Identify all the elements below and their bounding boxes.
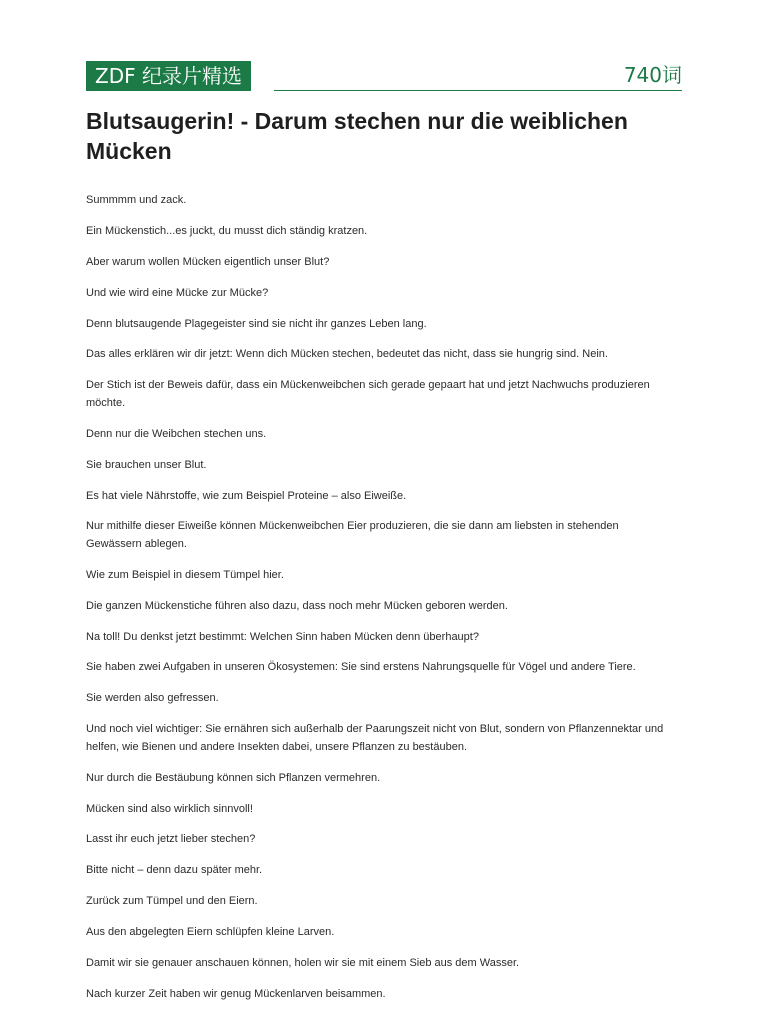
word-count: 740词: [623, 63, 682, 87]
transcript-line: Der Stich ist der Beweis dafür, dass ein Mückenweibchen sich gerade gepaart hat und jetzt Nachwuchs produzieren möchte.: [86, 379, 650, 409]
transcript-line: Aber warum wollen Mücken eigentlich unser Blut?: [86, 255, 330, 268]
transcript-line: Denn blutsaugende Plagegeister sind sie nicht ihr ganzes Leben lang.: [86, 317, 427, 330]
transcript-line: Nur mithilfe dieser Eiweiße können Mückenweibchen Eier produzieren, die sie dann am liebsten in stehenden Gewässern ablegen.: [86, 520, 619, 550]
transcript-line: Das alles erklären wir dir jetzt: Wenn dich Mücken stechen, bedeutet das nicht, dass sie hungrig sind. Nein.: [86, 348, 608, 361]
transcript-line: Ein Mückenstich...es juckt, du musst dich ständig kratzen.: [86, 224, 368, 237]
transcript-line: Lasst ihr euch jetzt lieber stechen?: [86, 833, 256, 846]
transcript-line: Sie brauchen unser Blut.: [86, 458, 207, 471]
transcript: [86, 192, 676, 1000]
transcript-line: Mücken sind also wirklich sinnvoll!: [86, 802, 253, 815]
transcript-line: Zurück zum Tümpel und den Eiern.: [86, 895, 258, 908]
transcript-line: Denn nur die Weibchen stechen uns.: [86, 427, 267, 440]
transcript-line: Summmm und zack.: [86, 194, 187, 206]
transcript-line: Nur durch die Bestäubung können sich Pflanzen vermehren.: [86, 771, 381, 784]
transcript-line: Die ganzen Mückenstiche führen also dazu, dass noch mehr Mücken geboren werden.: [86, 599, 508, 612]
transcript-line: Wie zum Beispiel in diesem Tümpel hier.: [86, 568, 284, 581]
transcript-line: Und wie wird eine Mücke zur Mücke?: [86, 286, 269, 299]
brand-badge: ZDF 纪录片精选: [86, 61, 251, 91]
transcript-line: Es hat viele Nährstoffe, wie zum Beispiel Proteine – also Eiweiße.: [86, 489, 407, 502]
transcript-line: Nach kurzer Zeit haben wir genug Mückenlarven beisammen.: [86, 987, 386, 1000]
article-title: Blutsaugerin! - Darum stechen nur die weiblichen Mücken: [86, 108, 628, 164]
header-divider: [274, 90, 682, 91]
transcript-line: Sie werden also gefressen.: [86, 692, 219, 705]
transcript-line: Und noch viel wichtiger: Sie ernähren sich außerhalb der Paarungszeit nicht von Blut, sondern von Pflanzennektar und helfen, wie Bienen und andere Insekten dabei, unsere Pflanzen zu bestäuben.: [86, 723, 664, 753]
transcript-line: Na toll! Du denkst jetzt bestimmt: Welchen Sinn haben Mücken denn überhaupt?: [86, 630, 479, 643]
transcript-line: Bitte nicht – denn dazu später mehr.: [86, 864, 263, 877]
transcript-line: Aus den abgelegten Eiern schlüpfen kleine Larven.: [86, 926, 335, 939]
transcript-line: Sie haben zwei Aufgaben in unseren Ökosystemen: Sie sind erstens Nahrungsquelle für Vögel und andere Tiere.: [86, 661, 636, 674]
page-header: [86, 61, 682, 93]
transcript-line: Damit wir sie genauer anschauen können, holen wir sie mit einem Sieb aus dem Wasser.: [86, 956, 520, 969]
